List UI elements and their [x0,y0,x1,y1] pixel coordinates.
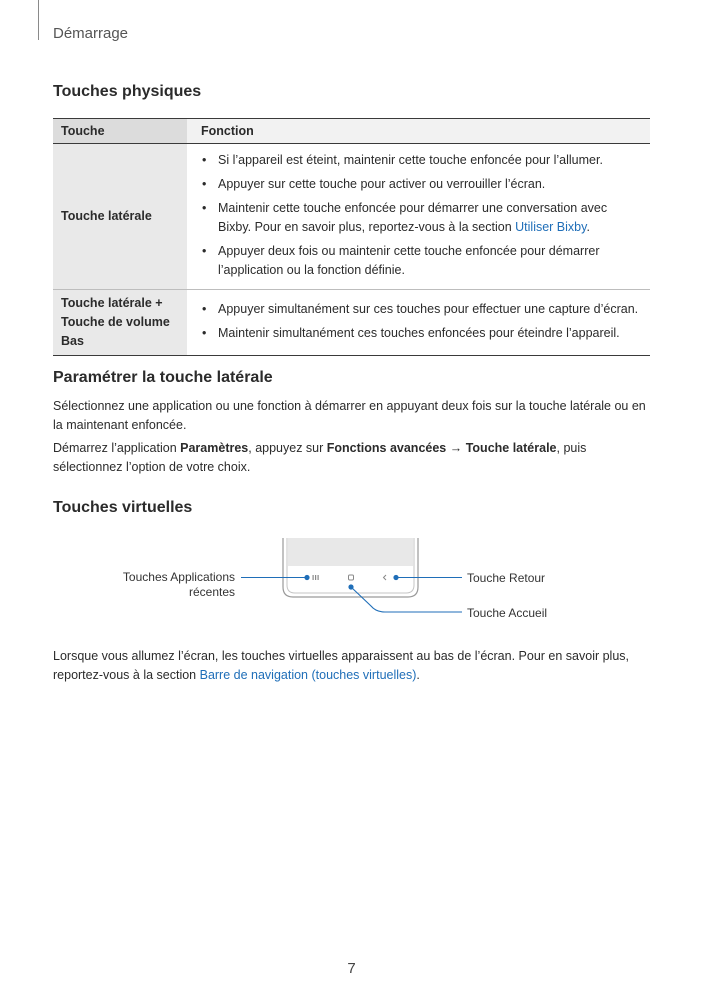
menu-path-settings: Paramètres [180,441,249,455]
key-name-cell: Touche latérale + Touche de volume Bas [53,290,187,356]
column-header-function: Fonction [187,119,650,144]
list-item: • Si l’appareil est éteint, maintenir cette touche enfoncée pour l’allumer. [202,153,603,167]
key-name-cell: Touche latérale [53,144,187,290]
menu-path-side-key: Touche latérale [465,441,557,455]
list-item: • Appuyer sur cette touche pour activer ou verrouiller l’écran. [202,177,546,191]
side-key-paragraph: Sélectionnez une application ou une fonction à démarrer en appuyant deux fois sur la touche latérale ou en la maintenant enfoncée. [53,399,646,432]
side-key-instructions: Démarrez l’application Paramètres, appuyez sur Fonctions avancées → Touche latérale, puis sélectionnez l’option de votre choix. [53,441,587,474]
chapter-title: Démarrage [53,25,129,42]
function-cell [187,144,650,290]
table-row [53,290,650,356]
table-header-row [53,119,650,144]
back-icon[interactable] [384,575,387,580]
function-list [201,151,642,280]
label-home-key: Touche Accueil [467,606,548,620]
function-list [201,300,642,343]
virtual-keys-diagram [0,530,703,630]
section-heading-virtual-keys: Touches virtuelles [53,499,193,516]
menu-path-advanced: Fonctions avancées [326,441,447,455]
column-header-key: Touche [53,119,187,144]
label-back-key: Touche Retour [467,571,546,585]
label-recent-apps-key: Touches Applications récentes [122,570,235,599]
section-heading-physical-keys: Touches physiques [53,83,202,100]
list-item: • Maintenir simultanément ces touches enfoncées pour éteindre l’appareil. [202,326,620,340]
header-rule [38,0,39,40]
list-item: • Maintenir cette touche enfoncée pour démarrer une conversation avec Bixby. Pour en savoir plus, reportez-vous à la section Utiliser Bixby. [202,201,608,234]
list-item: • Appuyer deux fois ou maintenir cette touche enfoncée pour démarrer l’application ou la fonction définie. [202,244,600,277]
recent-apps-icon[interactable] [313,575,319,580]
arrow-right-icon: → [446,441,466,455]
link-utiliser-bixby[interactable]: Utiliser Bixby [515,220,587,234]
home-icon[interactable] [349,575,354,580]
list-item: • Appuyer simultanément sur ces touches pour effectuer une capture d’écran. [202,302,639,316]
link-navigation-bar[interactable]: Barre de navigation (touches virtuelles) [199,668,417,682]
section-heading-side-key: Paramétrer la touche latérale [53,369,273,386]
table-row [53,144,650,290]
function-cell [187,290,650,356]
physical-keys-table [53,118,650,356]
page-number: 7 [347,960,356,977]
callout-line-home [351,587,462,612]
virtual-keys-paragraph: Lorsque vous allumez l’écran, les touches virtuelles apparaissent au bas de l’écran. Pour en savoir plus, reportez-vous à la section Barre de navigation (touches virtuelles). [53,649,630,682]
screen-area [288,538,413,566]
